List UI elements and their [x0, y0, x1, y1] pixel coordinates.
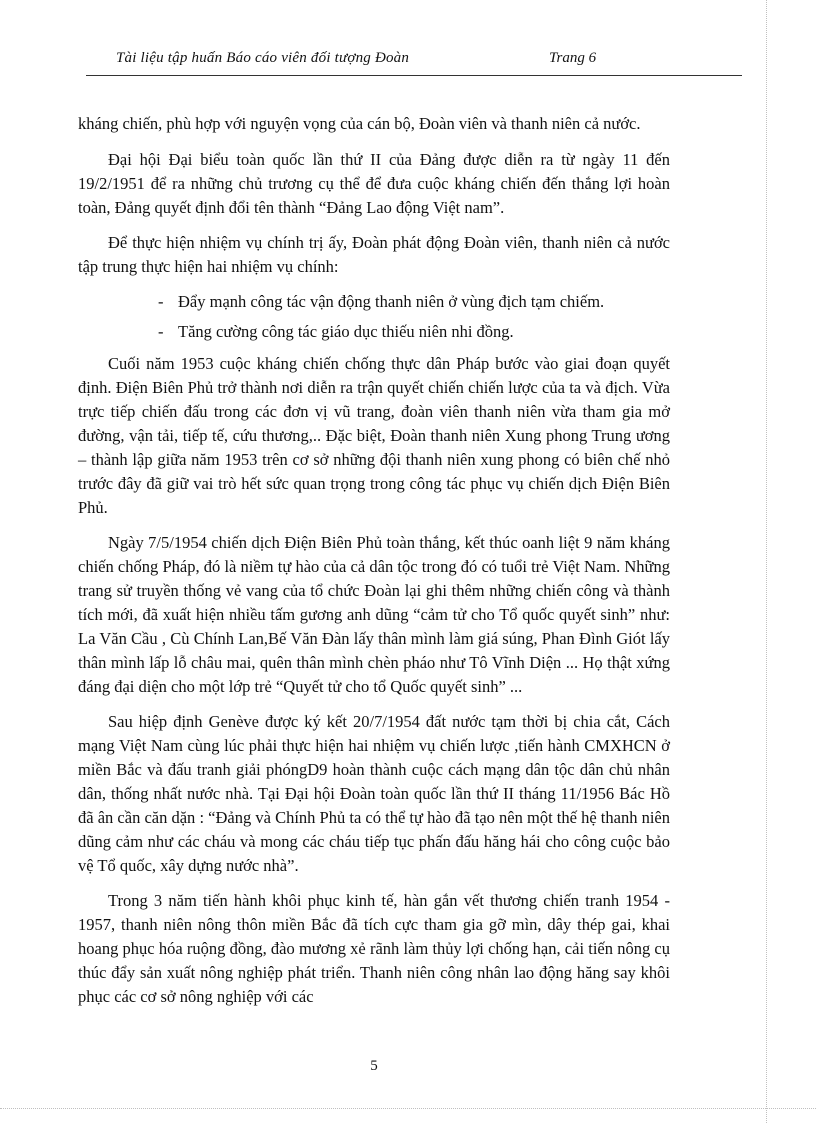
paragraph-continuation: kháng chiến, phù hợp với nguyện vọng của cán bộ, Đoàn viên và thanh niên cả nước. — [78, 114, 641, 133]
bullet-dash: - — [158, 322, 164, 341]
paragraph-two-tasks: Để thực hiện nhiệm vụ chính trị ấy, Đoàn phát động Đoàn viên, thanh niên cả nước tập trung thực hiện hai nhiệm vụ chính: — [78, 233, 670, 276]
paragraph-dien-bien-phu-campaign: Cuối năm 1953 cuộc kháng chiến chống thực dân Pháp bước vào giai đoạn quyết định. Điện Biên Phủ trở thành nơi diễn ra trận quyết chiến chiến lược của ta và địch. Vừa trực tiếp chiến đấu trong các đơn vị vũ trang, đoàn viên thanh niên vừa tham gia mở đường, vận tải, tiếp tế, cứu thương,.. Đặc biệt, Đoàn thanh niên Xung phong Trung ương – thành lập giữa năm 1953 trên cơ sở những đội thanh niên xung phong có biên chế nhỏ trước đây đã giữ vai trò hết sức quan trọng trong công tác phục vụ chiến dịch Điện Biên Phủ. — [78, 354, 670, 517]
paragraph-victory-1954: Ngày 7/5/1954 chiến dịch Điện Biên Phủ toàn thắng, kết thúc oanh liệt 9 năm kháng chiến chống Pháp, đó là niềm tự hào của cả dân tộc trong đó có tuổi trẻ Việt Nam. Những trang sử truyền thống vẻ vang của tổ chức Đoàn lại ghi thêm những chiến công và thành tích mới, đã xuất hiện nhiều tấm gương anh dũng “cảm tử cho Tổ quốc quyết sinh” như: La Văn Cầu , Cù Chính Lan,Bế Văn Đàn lấy thân mình làm giá súng, Phan Đình Giót lấy thân mình lấp lỗ châu mai, quên thân mình chèn pháo như Tô Vĩnh Diện ... Họ thật xứng đáng đại diện cho một lớp trẻ “Quyết tử cho tổ Quốc quyết sinh” ... — [78, 533, 670, 696]
page-edge-horizontal — [0, 1108, 816, 1109]
document-body — [78, 112, 670, 1020]
bullet-text: Đẩy mạnh công tác vận động thanh niên ở vùng địch tạm chiếm. — [178, 292, 605, 311]
header-document-title: Tài liệu tập huấn Báo cáo viên đối tượng Đoàn — [116, 50, 410, 66]
list-item — [78, 320, 670, 344]
bullet-dash: - — [158, 292, 164, 311]
paragraph-geneva-accords: Sau hiệp định Genève được ký kết 20/7/1954 đất nước tạm thời bị chia cắt, Cách mạng Việt Nam cùng lúc phải thực hiện hai nhiệm vụ chiến lược ,tiến hành CMXHCN ở miền Bắc và đấu tranh giải phóngD9 hoàn thành cuộc cách mạng dân tộc dân chủ nhân dân, thống nhất nước nhà. Tại Đại hội Đoàn toàn quốc lần thứ II tháng 11/1956 Bác Hồ đã ân cần căn dặn : “Đảng và Chính Phủ ta có thể tự hào đã tạo nên một thế hệ thanh niên dũng cảm như các cháu và mong các cháu tiếp tục phấn đấu hăng hái cho công cuộc bảo vệ Tổ quốc, xây dựng nước nhà”. — [78, 712, 670, 875]
task-list — [78, 290, 670, 344]
header-page-label: Trang 6 — [549, 50, 597, 66]
paragraph-economic-recovery: Trong 3 năm tiến hành khôi phục kinh tế, hàn gắn vết thương chiến tranh 1954 - 1957, thanh niên nông thôn miền Bắc đã tích cực tham gia gỡ mìn, dây thép gai, khai hoang phục hóa ruộng đồng, đào mương xẻ rãnh làm thủy lợi chống hạn, cải tiến nông cụ thúc đẩy sản xuất nông nghiệp phát triển. Thanh niên công nhân lao động hăng say khôi phục các cơ sở nông nghiệp với các — [78, 891, 670, 1006]
list-item — [78, 290, 670, 314]
paragraph-party-congress: Đại hội Đại biểu toàn quốc lần thứ II của Đảng được diễn ra từ ngày 11 đến 19/2/1951 để ra những chủ trương cụ thể để đưa cuộc kháng chiến đến thắng lợi hoàn toàn, Đảng quyết định đổi tên thành “Đảng Lao động Việt nam”. — [78, 150, 670, 217]
page-edge-vertical — [766, 0, 767, 1123]
header-divider — [86, 75, 742, 76]
bullet-text: Tăng cường công tác giáo dục thiếu niên nhi đồng. — [178, 322, 514, 341]
page-number: 5 — [370, 1058, 378, 1074]
page-header — [86, 50, 742, 74]
